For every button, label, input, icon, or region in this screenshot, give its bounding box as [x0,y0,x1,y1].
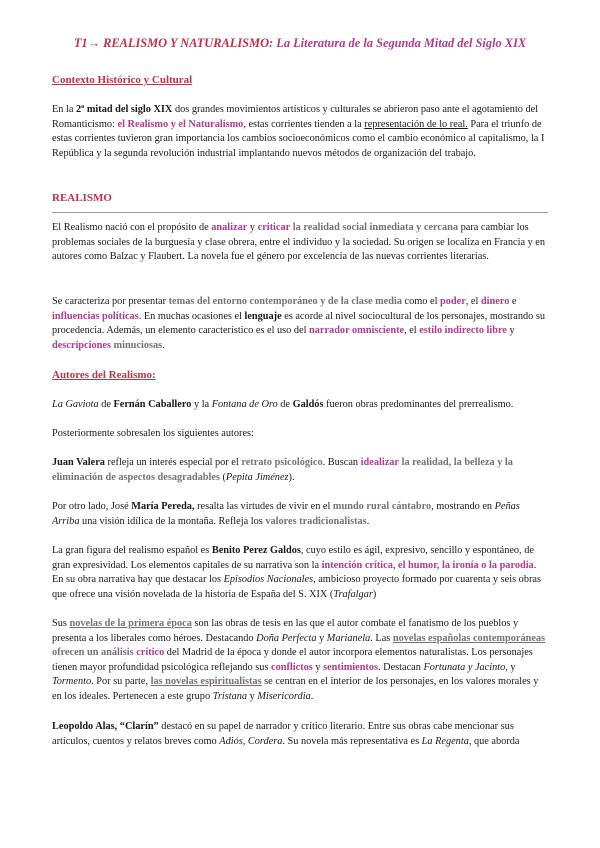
heading-contexto: Contexto Histórico y Cultural [52,74,193,86]
paragraph-novelas: Sus novelas de la primera época son las obras de tesis en las que el autor combate el fanatismo de los pueblos y presenta a los liberales como héroes. Destacando Doña Perfecta y Marianela. Las novelas españolas contemporáneas ofrecen un análisis crítico del Madrid de la época y donde el autor incorpora elementos naturalistas. Los personajes tienen mayor profundidad psicológica reflejando sus conflictos y sentimientos. Destacan Fortunata y Jacinto, y Tormento. Por su parte, las novelas espiritualistas se centran en el interior de los personajes, en los valores morales y en los ideales. Pertenecen a este grupo Tristana y Misericordia. [52,618,546,702]
paragraph-clarin: Leopoldo Alas, “Clarín” destacó en su papel de narrador y crítico literario. Entre sus obras cabe mencionar sus artículos, cuentos y relatos breves como Adiós, Cordera. Su novela más representativa es La Regenta, que aborda [52,721,520,747]
heading-autores: Autores del Realismo: [52,369,156,381]
section-divider [52,212,548,213]
paragraph-valera: Juan Valera refleja un interés especial por el retrato psicológico. Buscan idealizar la realidad, la belleza y la eliminación de aspectos desagradables (Pepita Jiménez). [52,457,513,483]
paragraph-contexto: En la 2ª mitad del siglo XIX dos grandes movimientos artísticos y culturales se abrieron paso ante el agotamiento del Romanticismo: el Realismo y el Naturalismo, estas corrientes tienden a la representación de lo real. Para el triunfo de estas corrientes tuvieron gran importancia los cambios socioeconómicos como el cambio económico al capitalismo, la I República y la segunda revolución industrial implantando nuevos métodos de organización del trabajo. [52,104,545,159]
title-sub: La Literatura de la Segunda Mitad del Siglo XIX [273,36,527,50]
paragraph-posteriormente: Posteriormente sobresalen los siguientes autores: [52,428,254,439]
page-title [0,36,600,51]
paragraph-realismo-2: Se caracteriza por presentar temas del entorno contemporáneo y de la clase media como el poder, el dinero e influencias políticas. En muchas ocasiones el lenguaje es acorde al nivel sociocultural de los personajes, mostrando su procedencia. Además, un elemento característico es el uso del narrador omnisciente, el estilo indirecto libre y descripciones minuciosas. [52,296,546,351]
paragraph-galdos: La gran figura del realismo español es Benito Perez Galdos, cuyo estilo es ágil, expresivo, sencillo y espontáneo, de gran expresividad. Los elementos capitales de su narrativa son la intención crítica, el humor, la ironía o la parodia. En su obra narrativa hay que destacar los Episodios Nacionales, ambicioso proyecto formado por cuarenta y seis obras que ofrece una visión novelada de la historia de España del S. XIX (Trafalgar) [52,545,541,600]
title-main: T1→ REALISMO Y NATURALISMO: [73,36,274,50]
heading-realismo: REALISMO [52,192,112,204]
paragraph-realismo-1: El Realismo nació con el propósito de analizar y criticar la realidad social inmediata y cercana para cambiar los problemas sociales de la burguesía y clase obrera, entre el individuo y la sociedad. Su origen se localiza en Francia y en autores como Balzac y Flaubert. La novela fue el género por excelencia de las nuevas corrientes literarias. [52,222,546,263]
paragraph-prerrealismo: La Gaviota de Fernán Caballero y la Fontana de Oro de Galdós fueron obras predominantes del prerrealismo. [52,399,514,410]
paragraph-pereda: Por otro lado, José María Pereda, resalta las virtudes de vivir en el mundo rural cántabro, mostrando en Peñas Arriba una visión idílica de la montaña. Refleja los valores tradicionalistas. [52,501,520,527]
